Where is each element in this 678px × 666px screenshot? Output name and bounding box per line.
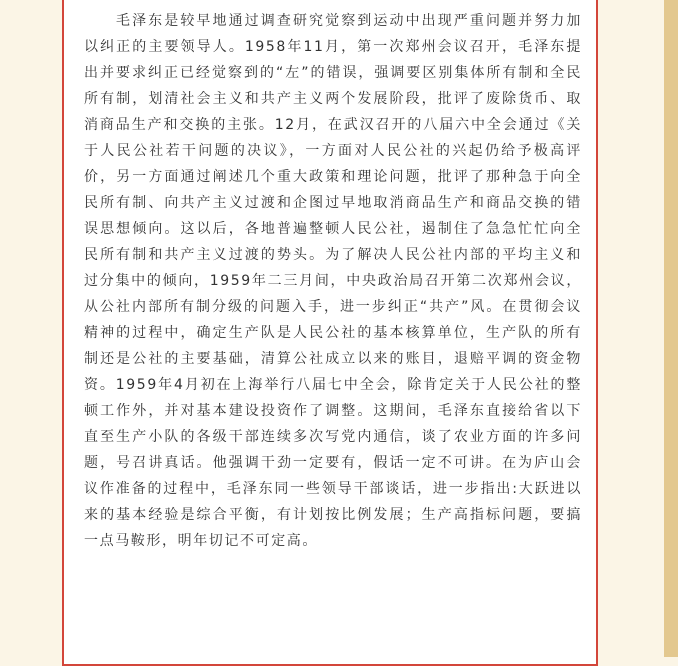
left-margin [0, 0, 62, 657]
right-decorative-strip [664, 0, 678, 657]
article-paragraph: 毛泽东是较早地通过调查研究觉察到运动中出现严重问题并努力加以纠正的主要领导人。1958年11月，第一次郑州会议召开，毛泽东提出并要求纠正已经觉察到的“左”的错误，强调要区别集体所有制和全民所有制，划清社会主义和共产主义两个发展阶段，批评了废除货币、取消商品生产和交换的主张。12月，在武汉召开的八届六中全会通过《关于人民公社若干问题的决议》，一方面对人民公社的兴起仍给予极高评价，另一方面通过阐述几个重大政策和理论问题，批评了那种急于向全民所有制、向共产主义过渡和企图过早地取消商品生产和商品交换的错误思想倾向。这以后，各地普遍整顿人民公社，遏制住了急急忙忙向全民所有制和共产主义过渡的势头。为了解决人民公社内部的平均主义和过分集中的倾向，1959年二三月间，中央政治局召开第二次郑州会议，从公社内部所有制分级的问题入手，进一步纠正“共产”风。在贯彻会议精神的过程中，确定生产队是人民公社的基本核算单位，生产队的所有制还是公社的主要基础，清算公社成立以来的账目，退赔平调的资金物资。1959年4月初在上海举行八届七中全会，除肯定关于人民公社的整顿工作外，并对基本建设投资作了调整。这期间，毛泽东直接给省以下直至生产小队的各级干部连续多次写党内通信，谈了农业方面的许多问题，号召讲真话。他强调干劲一定要有，假话一定不可讲。在为庐山会议作准备的过程中，毛泽东同一些领导干部谈话，进一步指出:大跃进以来的基本经验是综合平衡，有计划按比例发展；生产高指标问题，要搞一点马鞍形，明年切记不可定高。 [84, 13, 582, 549]
